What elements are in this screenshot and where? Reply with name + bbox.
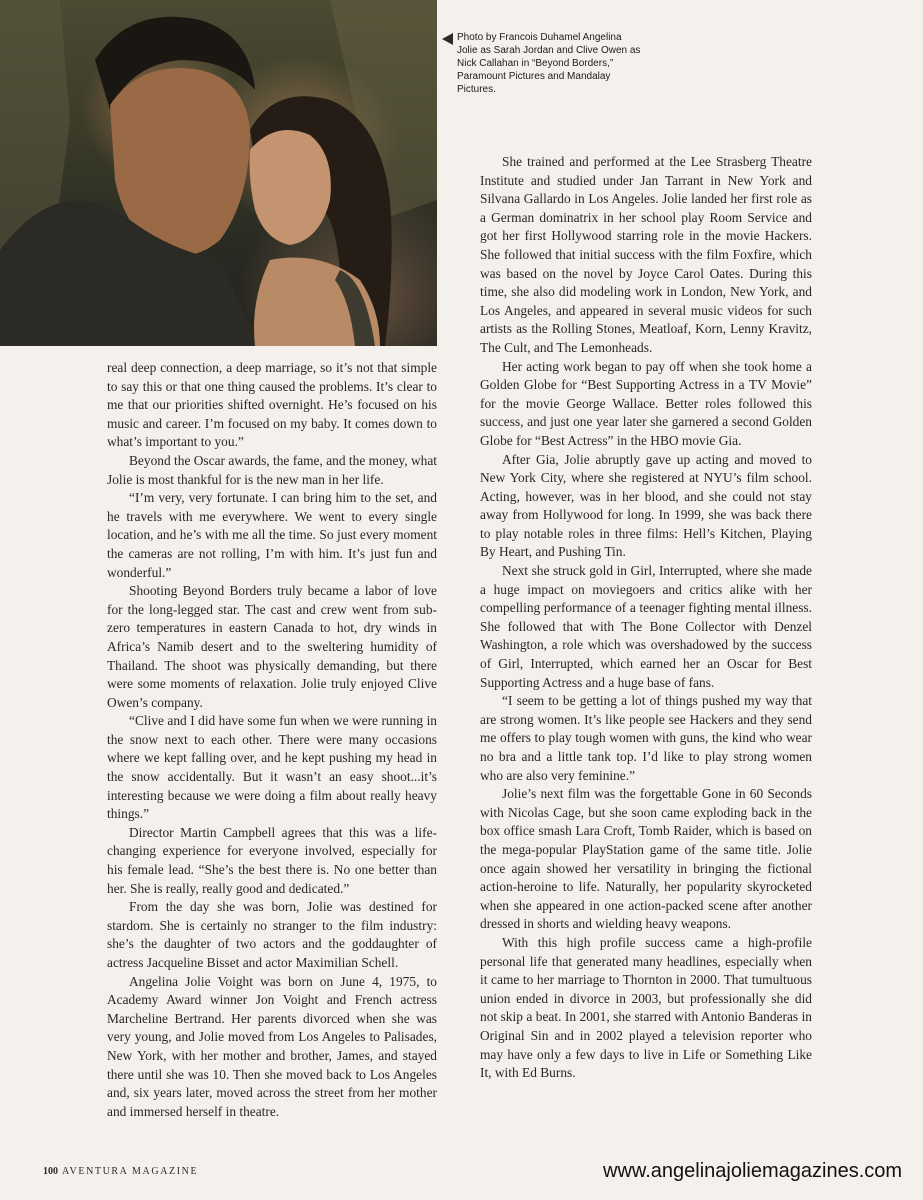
paragraph: “Clive and I did have some fun when we were running in the snow next to each other. There were many occasions where we kept falling over, and he kept pushing my head in the snow accidentally. But it wasn’t an easy shoot...it’s interesting because we were doing a film about really heavy things.” xyxy=(107,713,437,822)
paragraph: She trained and performed at the Lee Strasberg Theatre Institute and studied under Jan Tarrant in New York and Silvana Gallardo in Los Angeles. Jolie landed her first role as a German dominatrix in her school play Room Service and got her first Hollywood starring role in the movie Hackers. She followed that initial success with the film Foxfire, which was based on the novel by Joyce Carol Oates. During this time, she also did modeling work in London, New York, and Los Angeles, and appeared in several music videos for such artists as the Rolling Stones, Meatloaf, Korn, Lenny Kravitz, The Cult, and The Lemonheads. xyxy=(480,154,812,355)
paragraph: Next she struck gold in Girl, Interrupted, where she made a huge impact on moviegoers and critics alike with her compelling performance of a teenager fighting mental illness. She followed that with The Bone Collector with Denzel Washington, a role which was overshadowed by the success of Girl, Interrupted, which earned her an Oscar for Best Supporting Actress and a huge base of fans. xyxy=(480,563,812,690)
paragraph: From the day she was born, Jolie was destined for stardom. She is certainly no stranger to the film industry: she’s the daughter of two actors and the goddaughter of actress Jacqueline Bisset and actor Maximilian Schell. xyxy=(107,899,437,970)
caption-text: Photo by Francois Duhamel Angelina Jolie as Sarah Jordan and Clive Owen as Nick Callahan in “Beyond Borders,” Paramount Pictures and Mandalay Pictures. xyxy=(457,32,641,95)
paragraph: Her acting work began to pay off when she took home a Golden Globe for “Best Supporting Actress in a TV Movie” for the movie George Wallace. Better roles followed this success, and just one year later she garnered a second Golden Globe for “Best Actress” in the HBO movie Gia. xyxy=(480,358,812,448)
magazine-name: AVENTURA MAGAZINE xyxy=(62,1166,199,1177)
paragraph: After Gia, Jolie abruptly gave up acting and moved to New York City, where she registered at NYU’s film school. Acting, however, was in her blood, and she could not stay away from Hollywood for long. In 1999, she was back there to play notable roles in three films: Hell’s Kitchen, Playing By Heart, and Pushing Tin. xyxy=(480,451,812,560)
photo-illustration xyxy=(0,0,437,346)
photo-caption xyxy=(442,31,642,96)
right-column xyxy=(480,153,812,1083)
paragraph: “I’m very, very fortunate. I can bring him to the set, and he travels with me everywhere. We went to every single location, and he’s with me all the time. So just every moment the cameras are not rolling, I’m with him. It’s just fun and wonderful.” xyxy=(107,490,437,580)
paragraph: real deep connection, a deep marriage, so it’s not that simple to say this or that one thing caused the problems. It’s clear to me that our priorities shifted overnight. He’s focused on his music and career. I’m focused on my baby. It comes down to what’s important to you.” xyxy=(107,360,437,450)
paragraph: Director Martin Campbell agrees that this was a life-changing experience for everyone involved, especially for his female lead. “She’s the best there is. No one better than her. She is really, really good and dedicated.” xyxy=(107,824,437,896)
paragraph: “I seem to be getting a lot of things pushed my way that are strong women. It’s like people see Hackers and they send me offers to play tough women with guns, the kind who wear no bra and a little tank top. I’d like to play strong women who are also very feminine.” xyxy=(480,693,812,783)
page-footer xyxy=(43,1166,198,1177)
paragraph: With this high profile success came a high-profile personal life that generated many headlines, especially when it came to her marriage to Thornton in 2000. That tumultuous union ended in divorce in 2003, but professionally she did not skip a beat. In 2001, she starred with Antonio Banderas in Original Sin and in 2002 played a television reporter who may have only a few days to live in Life or Something Like It, with Ed Burns. xyxy=(480,934,812,1081)
article-photo xyxy=(0,0,437,346)
caption-arrow-icon xyxy=(442,33,453,45)
paragraph: Shooting Beyond Borders truly became a labor of love for the long-legged star. The cast and crew went from sub-zero temperatures in eastern Canada to hot, dry winds in Africa’s Namib desert and to the sweltering humidity of Thailand. The shoot was physically demanding, but there were some moments of relaxation. Jolie truly enjoyed Clive Owen’s company. xyxy=(107,583,437,710)
page-number: 100 xyxy=(43,1166,58,1177)
paragraph: Beyond the Oscar awards, the fame, and the money, what Jolie is most thankful for is the new man in her life. xyxy=(107,452,437,487)
website-watermark: www.angelinajoliemagazines.com xyxy=(603,1160,903,1182)
paragraph: Jolie’s next film was the forgettable Gone in 60 Seconds with Nicolas Cage, but she soon came exploding back in the box office smash Lara Croft, Tomb Raider, which is based on the mega-popular PlayStation game of the same title. Jolie once again showed her versatility in bringing the fictional action-heroine to life. Naturally, her popularity skyrocketed when she appeared in one action-packed scene after another dressed in shorts and wielding heavy weapons. xyxy=(480,786,812,932)
left-column xyxy=(107,359,437,1121)
paragraph: Angelina Jolie Voight was born on June 4, 1975, to Academy Award winner Jon Voight and French actress Marcheline Bertrand. Her parents divorced when she was very young, and Jolie moved from Los Angeles to Palisades, New York, with her mother and brother, James, and stayed there until she was 10. Then she moved back to Los Angeles and, six years later, moved across the street from her mother and immersed herself in theatre. xyxy=(107,973,437,1119)
